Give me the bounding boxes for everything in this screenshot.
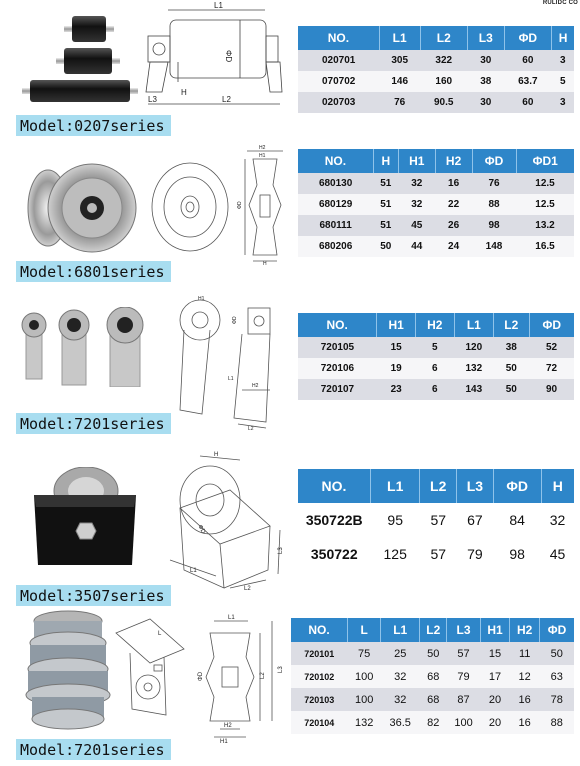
table-cell: 45 bbox=[541, 537, 574, 571]
table-row bbox=[298, 50, 574, 71]
v-groove-wheel-photo bbox=[20, 160, 140, 260]
dim-label-od: ΦD bbox=[232, 316, 238, 324]
table-cell: 30 bbox=[467, 92, 504, 113]
table-cell: 95 bbox=[371, 503, 420, 537]
dim-label-od: ΦD bbox=[237, 201, 243, 209]
table-cell: 12 bbox=[510, 665, 540, 688]
table-row bbox=[298, 379, 574, 400]
column-header: H1 bbox=[398, 149, 435, 173]
bracket-wheel-photo bbox=[20, 307, 150, 387]
table-cell: 24 bbox=[435, 236, 472, 257]
column-header: L bbox=[348, 618, 381, 642]
spec-table-0207 bbox=[298, 26, 574, 113]
table-cell: 720102 bbox=[291, 665, 348, 688]
dim-label-h1: H1 bbox=[198, 296, 205, 302]
brand-mark: RULIDC CO bbox=[542, 0, 578, 6]
product-section-3507 bbox=[0, 435, 580, 610]
column-header: ΦD bbox=[472, 149, 516, 173]
column-header: NO. bbox=[298, 469, 371, 503]
table-cell: 19 bbox=[377, 358, 416, 379]
table-cell: 125 bbox=[371, 537, 420, 571]
table-row bbox=[291, 642, 574, 665]
table-cell: 78 bbox=[539, 688, 574, 711]
table-cell: 98 bbox=[472, 215, 516, 236]
column-header: L1 bbox=[381, 618, 420, 642]
table-cell: 3 bbox=[552, 50, 574, 71]
table-cell: 720103 bbox=[291, 688, 348, 711]
table-cell: 132 bbox=[454, 358, 493, 379]
table-cell: 63.7 bbox=[504, 71, 552, 92]
table-cell: 17 bbox=[480, 665, 510, 688]
bracket-wheel-drawing bbox=[170, 290, 295, 430]
column-header: H bbox=[552, 26, 574, 50]
table-cell: 322 bbox=[420, 50, 467, 71]
table-cell: 680129 bbox=[298, 194, 373, 215]
product-section-7201-bracket bbox=[0, 285, 580, 435]
column-header: NO. bbox=[298, 26, 379, 50]
table-cell: 68 bbox=[420, 688, 447, 711]
table-row bbox=[298, 71, 574, 92]
column-header: H bbox=[373, 149, 398, 173]
table-cell: 11 bbox=[510, 642, 540, 665]
column-header: H2 bbox=[435, 149, 472, 173]
table-cell: 50 bbox=[420, 642, 447, 665]
table-cell: 90 bbox=[529, 379, 574, 400]
column-header: H1 bbox=[377, 313, 416, 337]
table-cell: 720101 bbox=[291, 642, 348, 665]
roller-technical-drawing bbox=[140, 2, 285, 112]
stacked-wheels-photo bbox=[18, 607, 118, 737]
spec-table-6801 bbox=[298, 149, 574, 257]
table-cell: 50 bbox=[494, 379, 529, 400]
table-cell: 32 bbox=[398, 173, 435, 194]
model-label-3507: Model:3507series bbox=[16, 585, 171, 606]
column-header: L2 bbox=[494, 313, 529, 337]
table-cell: 350722 bbox=[298, 537, 371, 571]
table-cell: 22 bbox=[435, 194, 472, 215]
table-cell: 12.5 bbox=[516, 173, 574, 194]
dim-label-l3: L3 bbox=[278, 547, 284, 554]
table-cell: 020701 bbox=[298, 50, 379, 71]
table-cell: 60 bbox=[504, 92, 552, 113]
table-cell: 32 bbox=[381, 688, 420, 711]
table-row bbox=[298, 173, 574, 194]
table-cell: 98 bbox=[493, 537, 541, 571]
table-cell: 26 bbox=[435, 215, 472, 236]
dim-label-h2: H2 bbox=[252, 383, 259, 389]
table-cell: 57 bbox=[447, 642, 480, 665]
column-header: L1 bbox=[379, 26, 420, 50]
table-cell: 680130 bbox=[298, 173, 373, 194]
table-cell: 51 bbox=[373, 173, 398, 194]
table-cell: 143 bbox=[454, 379, 493, 400]
column-header: H bbox=[541, 469, 574, 503]
table-cell: 88 bbox=[539, 711, 574, 734]
table-cell: 13.2 bbox=[516, 215, 574, 236]
dim-label-h1: H1 bbox=[220, 739, 228, 743]
table-cell: 38 bbox=[467, 71, 504, 92]
table-cell: 100 bbox=[348, 688, 381, 711]
table-row bbox=[291, 711, 574, 734]
black-bracket-wheel-drawing bbox=[160, 450, 290, 590]
dim-label-h: H bbox=[181, 88, 187, 97]
product-section-0207 bbox=[0, 0, 580, 140]
column-header: L1 bbox=[454, 313, 493, 337]
table-cell: 67 bbox=[457, 503, 494, 537]
column-header: L3 bbox=[447, 618, 480, 642]
column-header: L2 bbox=[420, 618, 447, 642]
v-groove-wheel-drawing bbox=[145, 145, 295, 265]
table-cell: 60 bbox=[504, 50, 552, 71]
table-cell: 51 bbox=[373, 215, 398, 236]
column-header: ΦD bbox=[539, 618, 574, 642]
dim-label-od: ΦD bbox=[198, 671, 204, 681]
column-header: ΦD bbox=[493, 469, 541, 503]
table-cell: 146 bbox=[379, 71, 420, 92]
model-label-7201-bracket: Model:7201series bbox=[16, 413, 171, 434]
dim-label-h1: H1 bbox=[259, 153, 266, 159]
spec-table-7201-bracket bbox=[298, 313, 574, 400]
table-cell: 50 bbox=[539, 642, 574, 665]
table-cell: 30 bbox=[467, 50, 504, 71]
table-cell: 32 bbox=[381, 665, 420, 688]
dim-label-h: H bbox=[214, 452, 219, 458]
table-cell: 720106 bbox=[298, 358, 377, 379]
table-cell: 20 bbox=[480, 688, 510, 711]
dim-label-l1: L1 bbox=[228, 376, 234, 382]
table-cell: 6 bbox=[416, 379, 455, 400]
table-cell: 51 bbox=[373, 194, 398, 215]
table-cell: 720105 bbox=[298, 337, 377, 358]
spec-table-7201-stacked bbox=[291, 618, 574, 734]
table-cell: 160 bbox=[420, 71, 467, 92]
column-header: NO. bbox=[298, 149, 373, 173]
spec-table-3507 bbox=[298, 469, 574, 571]
table-cell: 120 bbox=[454, 337, 493, 358]
product-section-6801 bbox=[0, 140, 580, 285]
table-cell: 82 bbox=[420, 711, 447, 734]
table-row bbox=[298, 92, 574, 113]
dim-label-od: ΦD bbox=[224, 50, 233, 63]
table-cell: 16 bbox=[510, 688, 540, 711]
table-row bbox=[298, 537, 574, 571]
table-cell: 32 bbox=[541, 503, 574, 537]
table-cell: 32 bbox=[398, 194, 435, 215]
table-cell: 350722B bbox=[298, 503, 371, 537]
model-label-7201-stacked: Model:7201series bbox=[16, 739, 171, 760]
table-cell: 20 bbox=[480, 711, 510, 734]
column-header: H2 bbox=[510, 618, 540, 642]
table-row bbox=[291, 665, 574, 688]
column-header: NO. bbox=[298, 313, 377, 337]
dim-label-l3: L3 bbox=[148, 95, 157, 104]
table-row bbox=[298, 215, 574, 236]
table-row bbox=[291, 688, 574, 711]
table-cell: 25 bbox=[381, 642, 420, 665]
table-cell: 070702 bbox=[298, 71, 379, 92]
table-cell: 15 bbox=[377, 337, 416, 358]
table-cell: 72 bbox=[529, 358, 574, 379]
stacked-wheels-drawing-3d bbox=[110, 613, 190, 723]
table-cell: 45 bbox=[398, 215, 435, 236]
table-cell: 3 bbox=[552, 92, 574, 113]
table-cell: 15 bbox=[480, 642, 510, 665]
table-cell: 720104 bbox=[291, 711, 348, 734]
table-cell: 57 bbox=[420, 503, 457, 537]
table-cell: 132 bbox=[348, 711, 381, 734]
table-cell: 12.5 bbox=[516, 194, 574, 215]
table-cell: 52 bbox=[529, 337, 574, 358]
table-cell: 75 bbox=[348, 642, 381, 665]
black-bracket-wheel-photo bbox=[28, 467, 143, 567]
stacked-wheels-drawing-side bbox=[190, 613, 290, 743]
table-row bbox=[298, 194, 574, 215]
table-cell: 680206 bbox=[298, 236, 373, 257]
model-label-6801: Model:6801series bbox=[16, 261, 171, 282]
table-cell: 57 bbox=[420, 537, 457, 571]
table-cell: 90.5 bbox=[420, 92, 467, 113]
table-row bbox=[298, 503, 574, 537]
table-cell: 87 bbox=[447, 688, 480, 711]
column-header: H1 bbox=[480, 618, 510, 642]
dim-label-l3: L3 bbox=[278, 666, 284, 673]
table-cell: 148 bbox=[472, 236, 516, 257]
table-cell: 720107 bbox=[298, 379, 377, 400]
column-header: L3 bbox=[467, 26, 504, 50]
table-cell: 305 bbox=[379, 50, 420, 71]
table-cell: 44 bbox=[398, 236, 435, 257]
dim-label-l2: L2 bbox=[248, 426, 254, 430]
column-header: ΦD bbox=[529, 313, 574, 337]
dim-label-h: H bbox=[263, 261, 267, 265]
table-row bbox=[298, 236, 574, 257]
table-cell: 5 bbox=[416, 337, 455, 358]
column-header: H2 bbox=[416, 313, 455, 337]
column-header: ΦD bbox=[504, 26, 552, 50]
table-cell: 020703 bbox=[298, 92, 379, 113]
table-cell: 76 bbox=[472, 173, 516, 194]
table-cell: 23 bbox=[377, 379, 416, 400]
column-header: ΦD1 bbox=[516, 149, 574, 173]
dim-label-l1: L1 bbox=[228, 615, 235, 621]
table-cell: 50 bbox=[373, 236, 398, 257]
table-row bbox=[298, 337, 574, 358]
column-header: L3 bbox=[457, 469, 494, 503]
dim-label-l: L bbox=[158, 631, 162, 637]
table-cell: 16 bbox=[435, 173, 472, 194]
dim-label-h2: H2 bbox=[224, 723, 232, 729]
dim-label-l1: L1 bbox=[214, 2, 223, 10]
table-cell: 36.5 bbox=[381, 711, 420, 734]
model-label-0207: Model:0207series bbox=[16, 115, 171, 136]
table-cell: 88 bbox=[472, 194, 516, 215]
table-cell: 50 bbox=[494, 358, 529, 379]
table-row bbox=[298, 358, 574, 379]
table-cell: 79 bbox=[447, 665, 480, 688]
table-cell: 680111 bbox=[298, 215, 373, 236]
table-cell: 100 bbox=[348, 665, 381, 688]
dim-label-l2: L2 bbox=[222, 95, 231, 104]
roller-photo bbox=[20, 8, 145, 108]
table-cell: 84 bbox=[493, 503, 541, 537]
table-cell: 6 bbox=[416, 358, 455, 379]
column-header: NO. bbox=[291, 618, 348, 642]
dim-label-od: ΦD bbox=[196, 524, 207, 535]
table-cell: 16.5 bbox=[516, 236, 574, 257]
column-header: L1 bbox=[371, 469, 420, 503]
column-header: L2 bbox=[420, 469, 457, 503]
table-cell: 63 bbox=[539, 665, 574, 688]
product-section-7201-stacked bbox=[0, 605, 580, 766]
dim-label-h2: H2 bbox=[259, 145, 266, 151]
column-header: L2 bbox=[420, 26, 467, 50]
table-cell: 68 bbox=[420, 665, 447, 688]
table-cell: 16 bbox=[510, 711, 540, 734]
table-cell: 5 bbox=[552, 71, 574, 92]
table-cell: 79 bbox=[457, 537, 494, 571]
table-cell: 38 bbox=[494, 337, 529, 358]
dim-label-l2: L2 bbox=[260, 672, 266, 679]
dim-label-l1: L1 bbox=[190, 568, 197, 574]
table-cell: 100 bbox=[447, 711, 480, 734]
dim-label-l2: L2 bbox=[244, 586, 251, 590]
table-cell: 76 bbox=[379, 92, 420, 113]
